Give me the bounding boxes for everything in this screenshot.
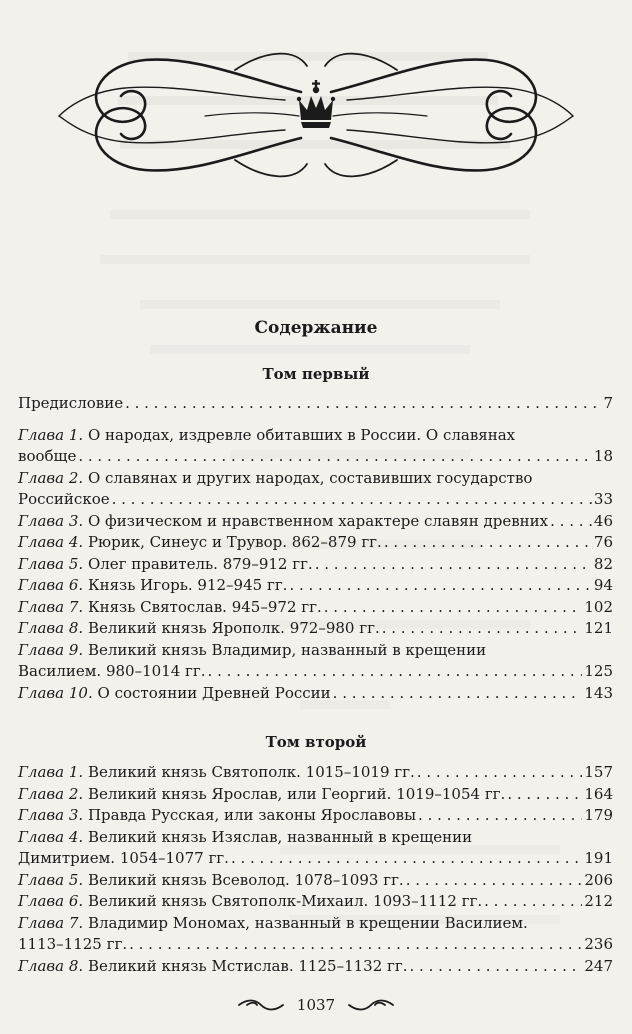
entry-title: О славянах и других народах, составивших государство: [87, 468, 533, 487]
chapter-label: Глава 1.: [18, 763, 84, 781]
dot-leader: [384, 532, 592, 554]
entry-page: 94: [593, 576, 613, 594]
page-footer: [0, 996, 632, 1014]
entry-page: 236: [584, 935, 613, 953]
entry-title-cont: Василием. 980–1014 гг.: [18, 662, 206, 680]
dot-leader: [324, 597, 583, 619]
dot-leader: [417, 762, 583, 784]
entry-title: Великий князь Ярополк. 972–980 гг.: [87, 619, 380, 637]
chapter-label: Глава 3.: [18, 806, 84, 824]
crown-flourish-ornament: [55, 30, 577, 200]
toc-entry-chapter[interactable]: [18, 597, 613, 619]
toc-entry-chapter[interactable]: [18, 554, 613, 576]
dot-leader: [315, 554, 592, 576]
chapter-label: Глава 8.: [18, 619, 84, 637]
entry-page: 164: [584, 784, 613, 803]
entry-page: 82: [593, 554, 613, 573]
contents-title: Содержание: [254, 318, 378, 338]
dot-leader: [208, 661, 583, 683]
entry-title: Князь Святослав. 945–972 гг.: [87, 597, 322, 616]
dot-leader: [78, 446, 592, 468]
dot-leader: [550, 511, 592, 533]
entry-title: Князь Игорь. 912–945 гг.: [87, 576, 288, 594]
chapter-label: Глава 10.: [18, 683, 93, 702]
entry-title: Олег правитель. 879–912 гг.: [87, 554, 313, 573]
toc-entry-chapter[interactable]: [18, 532, 613, 554]
dot-leader: [231, 848, 582, 870]
entry-page: 18: [593, 447, 613, 465]
chapter-label: Глава 2.: [18, 468, 84, 487]
entry-page: 33: [593, 490, 613, 508]
entry-page: 76: [593, 533, 613, 551]
entry-page: 121: [584, 619, 613, 637]
volume1-toc: [18, 393, 613, 704]
toc-entry-chapter[interactable]: [18, 784, 613, 806]
toc-entry-chapter[interactable]: [18, 425, 613, 468]
chapter-label: Глава 7.: [18, 597, 84, 616]
entry-title-cont: Димитрием. 1054–1077 гг.: [18, 849, 229, 867]
entry-page: 191: [584, 849, 613, 867]
entry-title: О народах, издревле обитавших в России. О славянах: [87, 425, 516, 444]
toc-entry-chapter[interactable]: [18, 956, 613, 978]
dot-leader: [125, 393, 601, 415]
toc-entry-chapter[interactable]: [18, 913, 613, 956]
dot-leader: [289, 575, 591, 597]
entry-title: Великий князь Ярослав, или Георгий. 1019–1054 гг.: [87, 784, 506, 803]
chapter-label: Глава 7.: [18, 913, 84, 932]
volume2-toc: [18, 762, 613, 977]
page-number: 1037: [296, 996, 336, 1014]
chapter-label: Глава 8.: [18, 956, 84, 975]
toc-entry-chapter[interactable]: [18, 575, 613, 597]
chapter-label: Глава 6.: [18, 892, 84, 910]
entry-page: 125: [584, 662, 613, 680]
toc-entry-chapter[interactable]: [18, 762, 613, 784]
entry-page: 157: [584, 763, 613, 781]
entry-page: 179: [584, 806, 613, 824]
chapter-label: Глава 1.: [18, 425, 84, 444]
entry-title: Великий князь Изяслав, названный в крещении: [87, 827, 473, 846]
dot-leader: [406, 870, 583, 892]
toc-entry-chapter[interactable]: [18, 827, 613, 870]
entry-title: Великий князь Всеволод. 1078–1093 гг.: [87, 870, 404, 889]
entry-page: 46: [593, 511, 613, 530]
entry-page: 206: [584, 870, 613, 889]
left-scroll-ornament-icon: [237, 998, 285, 1012]
dot-leader: [507, 784, 582, 806]
entry-title: Великий князь Святополк. 1015–1019 гг.: [87, 763, 415, 781]
volume1-title: Том первый: [262, 365, 370, 383]
entry-page: 102: [584, 597, 613, 616]
entry-title: Владимир Мономах, названный в крещении Василием.: [87, 913, 528, 932]
toc-entry-chapter[interactable]: [18, 640, 613, 683]
entry-title-cont: вообще: [18, 447, 77, 465]
entry-title-cont: Российское: [18, 490, 110, 508]
toc-entry-chapter[interactable]: [18, 870, 613, 892]
dot-leader: [129, 934, 582, 956]
chapter-label: Глава 5.: [18, 870, 84, 889]
chapter-label: Глава 4.: [18, 827, 84, 846]
entry-page: 247: [584, 956, 613, 975]
chapter-label: Глава 3.: [18, 511, 84, 530]
entry-title: Предисловие: [18, 394, 124, 412]
toc-entry-preface[interactable]: [18, 393, 613, 415]
right-scroll-ornament-icon: [347, 998, 395, 1012]
dot-leader: [112, 489, 592, 511]
toc-entry-chapter[interactable]: [18, 891, 613, 913]
toc-entry-chapter[interactable]: [18, 618, 613, 640]
chapter-label: Глава 9.: [18, 640, 84, 659]
chapter-label: Глава 2.: [18, 784, 84, 803]
dot-leader: [382, 618, 583, 640]
toc-entry-chapter[interactable]: [18, 683, 613, 705]
entry-page: 212: [584, 892, 613, 910]
dot-leader: [484, 891, 582, 913]
dot-leader: [333, 683, 583, 705]
chapter-label: Глава 5.: [18, 554, 84, 573]
entry-title: Великий князь Святополк-Михаил. 1093–1112 гг.: [87, 892, 483, 910]
entry-title: Рюрик, Синеус и Трувор. 862–879 гг.: [87, 533, 382, 551]
toc-entry-chapter[interactable]: [18, 468, 613, 511]
toc-entry-chapter[interactable]: [18, 805, 613, 827]
entry-page: 7: [603, 394, 613, 412]
dot-leader: [418, 805, 582, 827]
entry-page: 143: [584, 683, 613, 702]
entry-title: Великий князь Мстислав. 1125–1132 гг.: [87, 956, 408, 975]
entry-title: Великий князь Владимир, названный в крещении: [87, 640, 487, 659]
toc-entry-chapter[interactable]: [18, 511, 613, 533]
chapter-label: Глава 6.: [18, 576, 84, 594]
volume2-title: Том второй: [265, 733, 367, 751]
dot-leader: [410, 956, 583, 978]
entry-title: О физическом и нравственном характере славян древних: [87, 511, 549, 530]
entry-title: О состоянии Древней России: [97, 683, 331, 702]
entry-title: Правда Русская, или законы Ярославовы: [87, 806, 417, 824]
entry-title-cont: 1113–1125 гг.: [18, 935, 128, 953]
chapter-label: Глава 4.: [18, 533, 84, 551]
